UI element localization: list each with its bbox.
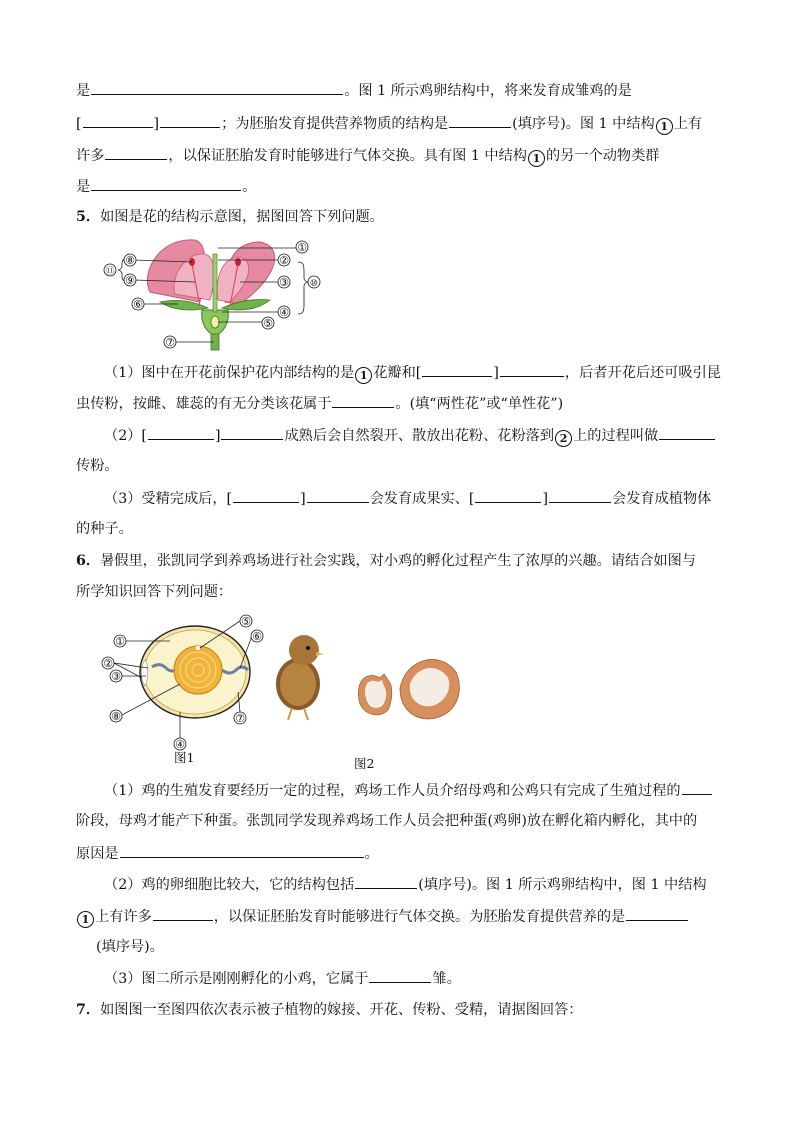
fig-label: ⑪ — [105, 267, 115, 277]
fig-label: ③ — [279, 276, 289, 289]
fig-label: ① — [115, 635, 125, 648]
answer-blank[interactable] — [221, 425, 283, 440]
fig-label: ② — [103, 657, 113, 670]
fig2-caption: 图2 — [354, 756, 375, 771]
q6-part-1-line-1: （1）鸡的生殖发育要经历一定的过程，鸡场工作人员介绍母鸡和公鸡只有完成了生殖过程的 — [104, 780, 713, 801]
fig-label: ⑦ — [235, 712, 245, 725]
fig-label: ② — [279, 254, 289, 267]
q5-title: 5．如图是花的结构示意图，据图回答下列问题。 — [76, 209, 384, 225]
chick-head — [289, 635, 319, 665]
circled-number: 2 — [555, 430, 572, 447]
answer-blank[interactable] — [91, 176, 241, 191]
q6-title-line-2: 所学知识回答下列问题： — [76, 584, 233, 600]
answer-blank[interactable] — [148, 425, 214, 440]
answer-blank[interactable] — [369, 968, 431, 983]
q6-part-2-line-2: 1 上有许多 ，以保证胚胎发育时能够进行气体交换。为胚胎发育提供营养的是 — [76, 906, 689, 928]
fig-label: ③ — [111, 670, 121, 683]
q6-part-2-line-3: (填序号)。 — [96, 939, 164, 955]
answer-blank[interactable] — [659, 425, 715, 440]
answer-blank[interactable] — [83, 113, 153, 128]
fig-label: ⑦ — [165, 336, 175, 349]
answer-blank[interactable] — [307, 488, 369, 503]
q6-part-1-line-2: 阶段，母鸡才能产下种蛋。张凯同学发现养鸡场工作人员会把种蛋(鸡卵)放在孵化箱内孵化，其中的 — [76, 813, 698, 829]
fig-label: ① — [297, 241, 307, 254]
answer-blank[interactable] — [626, 906, 688, 921]
egg-diagram — [100, 612, 275, 764]
answer-blank[interactable] — [91, 80, 343, 95]
q4-line-3: 许多 ，以保证胚胎发育时能够进行气体交换。具有图 1 中结构 1 的另一个动物类群 — [76, 145, 659, 167]
fig-label: ⑥ — [252, 630, 262, 643]
circled-number: 1 — [656, 118, 673, 135]
fig-label: ⑥ — [133, 298, 143, 311]
q5-part-1-line-1: （1）图中在开花前保护花内部结构的是 1 花瓣和[ ] ，后者开花后还可吸引昆 — [104, 362, 721, 384]
q4-line-1: 是 。图 1 所示鸡卵结构中，将来发育成雏鸡的是 — [76, 80, 632, 101]
answer-blank[interactable] — [160, 113, 220, 128]
ovule — [211, 316, 219, 328]
answer-blank[interactable] — [500, 362, 564, 377]
answer-blank[interactable] — [449, 113, 511, 128]
answer-blank[interactable] — [105, 145, 167, 160]
circled-number: 1 — [355, 367, 372, 384]
answer-blank[interactable] — [682, 780, 712, 795]
answer-blank[interactable] — [422, 362, 492, 377]
q5-part-3-line-1: （3）受精完成后，[ ] 会发育成果实、[ ] 会发育成植物体 — [104, 488, 711, 509]
yolk — [174, 646, 222, 694]
circled-number: 1 — [77, 911, 94, 928]
q6-part-1-line-3: 原因是 。 — [76, 843, 379, 864]
flower-diagram — [100, 232, 330, 352]
fig1-caption: 图1 — [174, 750, 195, 765]
sepal-left — [160, 300, 208, 310]
q6-title-line-1: 6．暑假里，张凯同学到养鸡场进行社会实践，对小鸡的孵化过程产生了浓厚的兴趣。请结合如图与 — [76, 553, 696, 569]
fig-label: ⑨ — [125, 274, 135, 287]
style — [213, 254, 217, 312]
fig-label: ④ — [279, 306, 289, 319]
fig-label: ⑧ — [111, 710, 121, 723]
q5-part-2-line-1: （2）[ ] 成熟后会自然裂开、散放出花粉、花粉落到 2 上的过程叫做 — [104, 425, 716, 447]
answer-blank[interactable] — [332, 393, 394, 408]
fig-label: ⑤ — [263, 317, 273, 330]
q6-part-3-line-1: （3）图二所示是刚刚孵化的小鸡，它属于 雏。 — [104, 968, 461, 989]
q5-part-3-line-2: 的种子。 — [76, 521, 133, 537]
q5-part-1-line-2: 虫传粉，按雌、雄蕊的有无分类该花属于 。(填“两性花”或“单性花”) — [76, 393, 563, 414]
q6-part-2-line-1: （2）鸡的卵细胞比较大，它的结构包括 (填序号)。图 1 所示鸡卵结构中，图 1 中结构 — [104, 874, 707, 895]
q4-line-2: [ ] ；为胚胎发育提供营养物质的结构是 (填序号)。图 1 中结构 1 上有 — [76, 113, 702, 135]
answer-blank[interactable] — [549, 488, 611, 503]
q5-part-2-line-2: 传粉。 — [76, 458, 119, 474]
answer-blank[interactable] — [475, 488, 541, 503]
fig-label: ⑤ — [241, 615, 251, 628]
chick-illustration — [270, 622, 470, 730]
answer-blank[interactable] — [233, 488, 299, 503]
answer-blank[interactable] — [355, 874, 417, 889]
fig-label: ⑧ — [125, 254, 135, 267]
answer-blank[interactable] — [120, 843, 364, 858]
answer-blank[interactable] — [153, 906, 213, 921]
q7-title: 7．如图图一至图四依次表示被子植物的嫁接、开花、传粉、受精，请据图回答： — [76, 1002, 583, 1018]
fig-label: ④ — [175, 738, 185, 751]
q4-line-4: 是 。 — [76, 176, 256, 197]
fig-label: ⑩ — [309, 279, 319, 289]
circled-number: 1 — [528, 150, 545, 167]
